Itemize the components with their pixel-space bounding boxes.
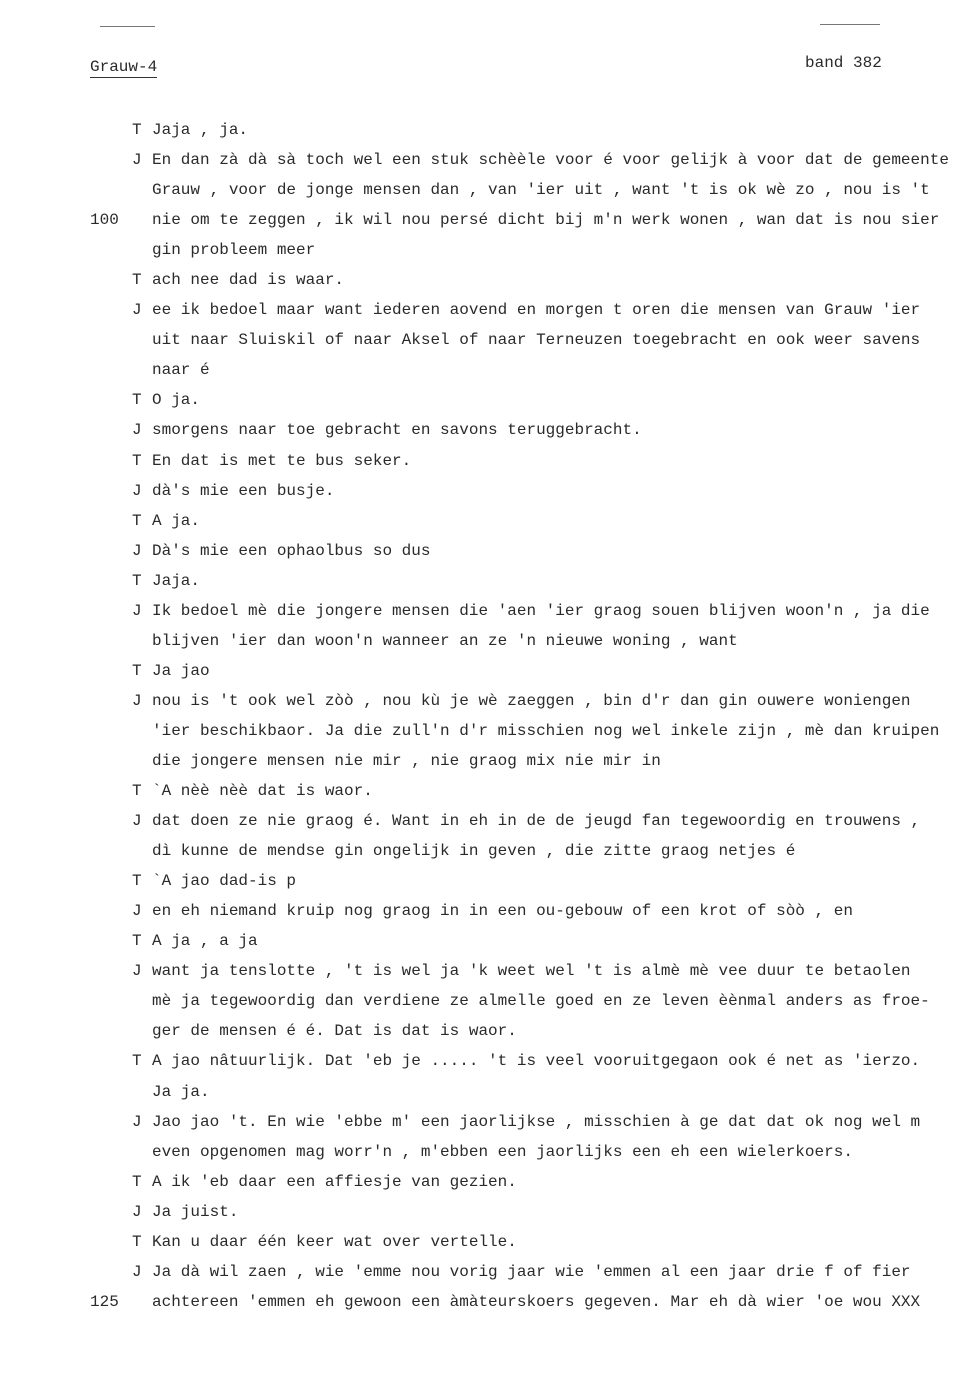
utterance-text: Ja ja.: [152, 1082, 210, 1101]
utterance-text: O ja.: [152, 391, 201, 410]
utterance-text: ee ik bedoel maar want iederen aovend en morgen t oren die mensen van Grauw 'ier: [152, 301, 921, 320]
speaker-label: J: [132, 1202, 142, 1221]
transcript-line: [0, 959, 973, 989]
transcript-line: [0, 509, 973, 539]
transcript-line: [0, 689, 973, 719]
transcript-line: [0, 929, 973, 959]
utterance-text: uit naar Sluiskil of naar Aksel of naar Terneuzen toegebracht en ook weer savens: [152, 331, 921, 350]
utterance-text: achtereen 'emmen eh gewoon een àmàteurskoers gegeven. Mar eh dà wier 'oe wou XXX: [152, 1292, 921, 1311]
speaker-label: J: [132, 421, 142, 440]
transcript-line: [0, 178, 973, 208]
utterance-text: dat doen ze nie graog é. Want in eh in de de jeugd fan tegewoordig en trouwens ,: [152, 812, 921, 831]
transcript-line: [0, 449, 973, 479]
utterance-text: A ja , a ja: [152, 932, 258, 951]
transcript-line: [0, 1260, 973, 1290]
speaker-label: T: [132, 782, 142, 801]
utterance-text: En dan zà dà sà toch wel een stuk schèèle voor é voor gelijk à voor dat de gemeente: [152, 151, 949, 170]
utterance-text: 'ier beschikbaor. Ja die zull'n d'r misschien nog wel inkele zijn , mè dan kruipen: [152, 721, 940, 740]
transcript-line: [0, 1200, 973, 1230]
scan-mark: [820, 24, 880, 25]
transcript-line: [0, 809, 973, 839]
speaker-label: T: [132, 1052, 142, 1071]
utterance-text: Ja dà wil zaen , wie 'emme nou vorig jaar wie 'emmen al een jaar drie f of fier: [152, 1262, 911, 1281]
transcript-line: [0, 328, 973, 358]
utterance-text: smorgens naar toe gebracht en savons teruggebracht.: [152, 421, 642, 440]
speaker-label: T: [132, 571, 142, 590]
speaker-label: T: [132, 1172, 142, 1191]
transcript-line: [0, 1019, 973, 1049]
speaker-label: T: [132, 661, 142, 680]
utterance-text: Jaja.: [152, 571, 201, 590]
utterance-text: dì kunne de mendse gin ongelijk in geven , die zitte graog netjes é: [152, 842, 796, 861]
utterance-text: Grauw , voor de jonge mensen dan , van 'ier uit , want 't is ok wè zo , nou is 't: [152, 181, 930, 200]
utterance-text: Kan u daar één keer wat over vertelle.: [152, 1232, 517, 1251]
transcript-line: [0, 749, 973, 779]
transcript-line: [0, 1170, 973, 1200]
speaker-label: T: [132, 271, 142, 290]
speaker-label: T: [132, 1232, 142, 1251]
transcript-line: [0, 1230, 973, 1260]
scan-mark: [100, 26, 155, 27]
speaker-label: J: [132, 301, 142, 320]
transcript-line: [0, 1110, 973, 1140]
transcript-body: [0, 118, 973, 1320]
speaker-label: T: [132, 932, 142, 951]
transcript-line: [0, 238, 973, 268]
transcript-line: [0, 418, 973, 448]
transcript-line: [0, 719, 973, 749]
transcript-line: [0, 1080, 973, 1110]
utterance-text: Jaja , ja.: [152, 121, 249, 139]
transcript-line: [0, 839, 973, 869]
utterance-text: naar é: [152, 361, 210, 380]
speaker-label: T: [132, 872, 142, 891]
transcript-line: [0, 599, 973, 629]
speaker-label: J: [132, 691, 142, 710]
utterance-text: Ja juist.: [152, 1202, 239, 1221]
speaker-label: J: [132, 812, 142, 831]
transcript-line: [0, 268, 973, 298]
utterance-text: dà's mie een busje.: [152, 481, 335, 500]
speaker-label: J: [132, 541, 142, 560]
line-number: 100: [90, 211, 119, 230]
utterance-text: Jao jao 't. En wie 'ebbe m' een jaorlijkse , misschien à ge dat dat ok nog wel m: [152, 1112, 921, 1131]
transcript-line: [0, 779, 973, 809]
speaker-label: J: [132, 481, 142, 500]
utterance-text: blijven 'ier dan woon'n wanneer an ze 'n nieuwe woning , want: [152, 631, 738, 650]
utterance-text: want ja tenslotte , 't is wel ja 'k weet wel 't is almè mè vee duur te betaolen: [152, 962, 911, 981]
transcript-line: [0, 1290, 973, 1320]
transcript-line: [0, 479, 973, 509]
transcript-line: [0, 539, 973, 569]
speaker-label: J: [132, 1112, 142, 1131]
utterance-text: nou is 't ook wel zòò , nou kù je wè zaeggen , bin d'r dan gin ouwere woniengen: [152, 691, 911, 710]
speaker-label: J: [132, 151, 142, 170]
speaker-label: T: [132, 511, 142, 530]
header-title: Grauw-4: [90, 58, 158, 76]
utterance-text: A jao nâtuurlijk. Dat 'eb je ..... 't is veel vooruitgegaon ook é net as 'ierzo.: [152, 1052, 921, 1071]
utterance-text: A ik 'eb daar een affiesje van gezien.: [152, 1172, 517, 1191]
utterance-text: Ja jao: [152, 661, 210, 680]
transcript-line: [0, 1049, 973, 1079]
speaker-label: J: [132, 902, 142, 921]
utterance-text: even opgenomen mag worr'n , m'ebben een jaorlijks een eh een wielerkoers.: [152, 1142, 853, 1161]
speaker-label: T: [132, 121, 142, 139]
transcript-line: [0, 869, 973, 899]
speaker-label: T: [132, 391, 142, 410]
utterance-text: Dà's mie een ophaolbus so dus: [152, 541, 431, 560]
speaker-label: J: [132, 601, 142, 620]
line-number: 125: [90, 1292, 119, 1311]
utterance-text: en eh niemand kruip nog graog in in een ou-gebouw of een krot of sòò , en: [152, 902, 853, 921]
transcript-line: [0, 659, 973, 689]
transcript-line: [0, 989, 973, 1019]
utterance-text: A ja.: [152, 511, 201, 530]
transcript-line: [0, 569, 973, 599]
speaker-label: T: [132, 451, 142, 470]
transcript-line: [0, 629, 973, 659]
tape-number: band 382: [805, 54, 882, 72]
utterance-text: `A jao dad-is p: [152, 872, 297, 891]
transcript-line: [0, 358, 973, 388]
transcript-line: [0, 118, 973, 148]
utterance-text: nie om te zeggen , ik wil nou persé dicht bij m'n werk wonen , wan dat is nou sier: [152, 211, 940, 230]
speaker-label: J: [132, 1262, 142, 1281]
transcript-line: [0, 298, 973, 328]
transcript-line: [0, 148, 973, 178]
utterance-text: die jongere mensen nie mir , nie graog mix nie mir in: [152, 751, 661, 770]
transcript-line: [0, 388, 973, 418]
transcript-line: [0, 1140, 973, 1170]
utterance-text: ger de mensen é é. Dat is dat is waor.: [152, 1022, 517, 1041]
utterance-text: ach nee dad is waar.: [152, 271, 345, 290]
utterance-text: gin probleem meer: [152, 241, 316, 260]
utterance-text: mè ja tegewoordig dan verdiene ze almelle goed en ze leven èènmal anders as froe-: [152, 992, 930, 1011]
transcript-line: [0, 208, 973, 238]
transcript-line: [0, 899, 973, 929]
utterance-text: Ik bedoel mè die jongere mensen die 'aen 'ier graog souen blijven woon'n , ja die: [152, 601, 930, 620]
speaker-label: J: [132, 962, 142, 981]
utterance-text: `A nèè nèè dat is waor.: [152, 782, 373, 801]
utterance-text: En dat is met te bus seker.: [152, 451, 412, 470]
